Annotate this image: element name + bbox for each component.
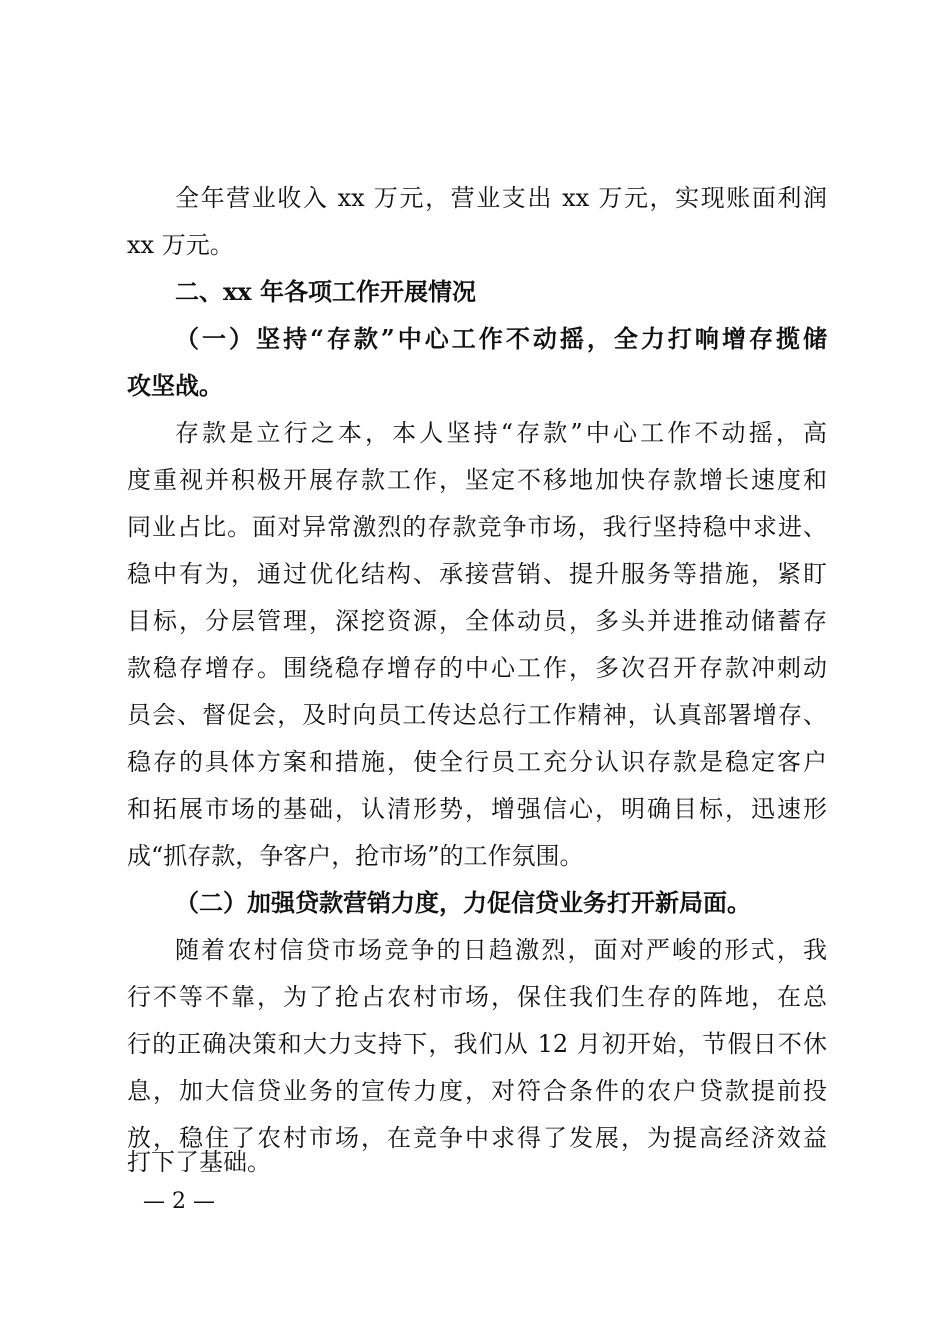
paragraph-line: 行的正确决策和大力支持下，我们从 12 月初开始，节假日不休 bbox=[127, 1030, 827, 1058]
subsection-heading: （一）坚持“存款”中心工作不动摇，全力打响增存揽储 bbox=[175, 324, 827, 353]
paragraph-line: 存款是立行之本，本人坚持“存款”中心工作不动摇，高 bbox=[175, 419, 827, 447]
paragraph-line: 稳存的具体方案和措施，使全行员工充分认识存款是稳定客户 bbox=[127, 748, 827, 776]
paragraph-line: 款稳存增存。围绕稳存增存的中心工作，多次召开存款冲刺动 bbox=[127, 654, 827, 682]
paragraph-line: 放，稳住了农村市场，在竞争中求得了发展，为提高经济效益 bbox=[127, 1124, 827, 1152]
paragraph-line: 稳中有为，通过优化结构、承接营销、提升服务等措施，紧盯 bbox=[127, 560, 827, 588]
paragraph-line: 同业占比。面对异常激烈的存款竞争市场，我行坚持稳中求进、 bbox=[127, 513, 827, 541]
paragraph-line: 和拓展市场的基础，认清形势，增强信心，明确目标，迅速形 bbox=[127, 795, 827, 823]
paragraph-line: 目标，分层管理，深挖资源，全体动员，多头并进推动储蓄存 bbox=[127, 607, 827, 635]
paragraph-line: 员会、督促会，及时向员工传达总行工作精神，认真部署增存、 bbox=[127, 701, 827, 729]
subsection-heading: 攻坚战。 bbox=[127, 371, 223, 400]
paragraph-line: 全年营业收入 xx 万元，营业支出 xx 万元，实现账面利润 bbox=[175, 184, 827, 212]
paragraph-line: 打下了基础。 bbox=[127, 1148, 271, 1176]
paragraph-line: 息，加大信贷业务的宣传力度，对符合条件的农户贷款提前投 bbox=[127, 1077, 827, 1105]
paragraph-line: 随着农村信贷市场竞争的日趋激烈，面对严峻的形式，我 bbox=[175, 936, 827, 964]
paragraph-line: 行不等不靠，为了抢占农村市场，保住我们生存的阵地，在总 bbox=[127, 983, 827, 1011]
page-number: — 2 — bbox=[143, 1189, 215, 1214]
paragraph-line: xx 万元。 bbox=[127, 231, 234, 259]
section-heading: 二、xx 年各项工作开展情况 bbox=[175, 277, 476, 306]
paragraph-line: 度重视并积极开展存款工作，坚定不移地加快存款增长速度和 bbox=[127, 466, 827, 494]
subsection-heading: （二）加强贷款营销力度，力促信贷业务打开新局面。 bbox=[175, 888, 751, 917]
paragraph-line: 成“抓存款，争客户，抢市场”的工作氛围。 bbox=[127, 842, 584, 870]
